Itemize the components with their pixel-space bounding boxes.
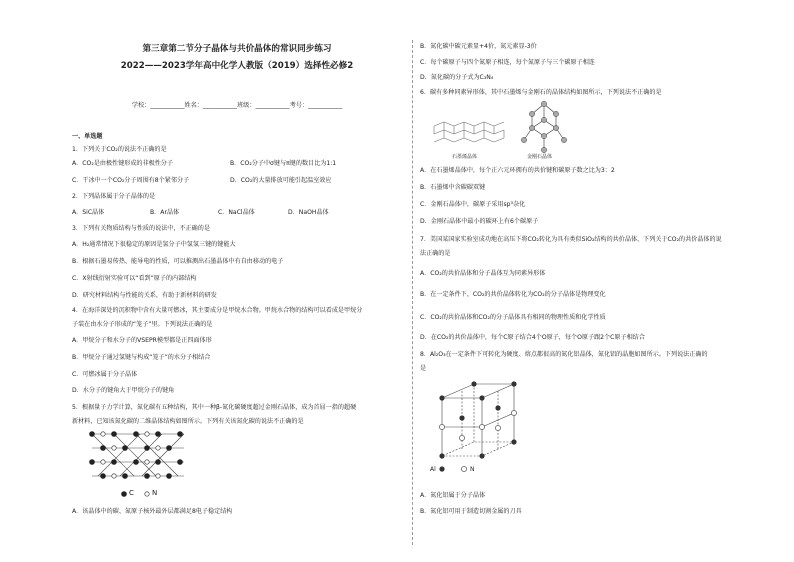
question-8-option-b: B．氮化铝可用于制造切割金属的刀具 (420, 508, 522, 515)
question-3-option-b: B．根据石墨易传热、能导电的性质，可以推测出石墨晶体中有自由移动的电子 (72, 258, 284, 265)
question-4-stem-line-1: 4．在海洋深处的沉积物中含有大量可燃冰，其主要成分是甲烷水合物。甲烷水合物的结构可以看成是甲烷分 (72, 307, 363, 314)
student-info-line: 学校：___________姓名：___________班级：___________考号：___________ (131, 102, 343, 109)
question-8-stem-line-2: 是 (420, 365, 427, 372)
question-5-stem-line-1: 5．根据量子力学计算，氮化碳有五种结构，其中一种β-氮化碳硬度超过金刚石晶体，成为首屈一指的超硬 (72, 404, 357, 411)
question-6-option-c: C．金刚石晶体中，碳原子采用sp³杂化 (420, 201, 526, 208)
page-title: 第三章第二节分子晶体与共价晶体的常识同步练习 (142, 44, 332, 54)
question-7-option-b: B．在一定条件下，CO₂的共价晶体转化为CO₂的分子晶体是物理变化 (420, 291, 606, 298)
question-4-option-d: D．水分子的键角大于甲烷分子的键角 (72, 387, 175, 394)
question-6-option-d: D．金刚石晶体中最小的碳环上有6个碳原子 (420, 218, 539, 225)
page-subtitle: 2022——2023学年高中化学人教版（2019）选择性必修2 (120, 61, 354, 71)
question-2-option-b: B．Ar晶体 (150, 209, 180, 216)
question-5-stem-line-2: 新材料，已知该氮化碳的二维晶体结构如图所示。下列有关该氮化碳的说法不正确的是 (72, 418, 304, 425)
carbon-nitride-lattice-figure (84, 428, 194, 503)
question-2-stem: 2．下列晶体属于分子晶体的是 (72, 193, 156, 200)
question-5-option-d: D．氮化碳的分子式为C₃N₄ (420, 74, 494, 81)
question-4-option-a: A．甲烷分子和水分子的VSEPR模型都是正四面体形 (72, 337, 212, 344)
question-7-stem-line-2: 法正确的是 (420, 250, 451, 257)
question-5-option-a: A．该晶体中的碳、氮原子核外最外层都满足8电子稳定结构 (72, 508, 233, 515)
question-1-option-c: C．干冰中一个CO₂分子周围有8个紧邻分子 (72, 177, 190, 184)
section-title: 一、单选题 (72, 133, 103, 140)
column-divider (412, 40, 413, 545)
question-8-option-a: A．氮化铝属于分子晶体 (420, 492, 486, 499)
question-6-stem: 6．碳有多种同素异形体，其中石墨烯与金刚石的晶体结构如图所示，下列说法不正确的是 (420, 89, 662, 96)
question-7-stem-line-1: 7．美国某国家实验室成功地在高压下将CO₂转化为具有类似SiO₂结构的共价晶体，下列关于CO₂的共价晶体的说 (420, 236, 722, 243)
graphene-figure (430, 118, 510, 150)
question-4-option-c: C．可燃冰属于分子晶体 (72, 371, 138, 378)
question-2-option-a: A．SiC晶体 (72, 209, 105, 216)
graphene-caption: 石墨烯晶体 (452, 154, 478, 160)
question-3-option-a: A．H₂通常情况下很稳定的原因是氢分子中氢氢三键的键能大 (72, 241, 236, 248)
legend-carbon-label: C (129, 489, 134, 497)
question-6-option-a: A．在石墨烯晶体中，每个正六元环拥有的共价键和碳原子数之比为3：2 (420, 167, 615, 174)
question-1-option-b: B．CO₂分子中σ键与π键的数目比为1:1 (230, 160, 337, 167)
question-2-option-d: D．NaOH晶体 (288, 209, 329, 216)
legend-aluminum-label: Al (430, 466, 436, 473)
question-6-option-b: B．石墨烯中含碳碳双键 (420, 184, 486, 191)
legend-nitrogen-label-q8: N (470, 466, 475, 473)
legend-nitrogen-label: N (152, 489, 158, 497)
question-3-option-c: C．X射线衍射实验可以“看到”原子的内部结构 (72, 275, 197, 282)
diamond-caption: 金刚石晶体 (527, 154, 553, 160)
question-7-option-c: C．CO₂的共价晶体和CO₂的分子晶体具有相同的物理性质和化学性质 (420, 314, 606, 321)
question-5-option-c: C．每个碳原子与四个氮原子相连，每个氮原子与三个碳原子相连 (420, 59, 595, 66)
question-1-option-a: A．CO₂是由极性键形成的非极性分子 (72, 160, 173, 167)
question-2-option-c: C．NaCl晶体 (218, 209, 255, 216)
question-4-stem-line-2: 子装在由水分子形成的“笼子”里。下列说法正确的是 (72, 321, 213, 328)
question-1-option-d: D．CO₂的大量排放可能引起温室效应 (230, 177, 332, 184)
question-3-option-d: D．研究材料结构与性能的关系，有助于新材料的研发 (72, 292, 217, 299)
question-3-stem: 3．下列有关物质结构与性质的说法中，不正确的是 (72, 225, 210, 232)
question-8-stem-line-1: 8．Al₂O₃在一定条件下可转化为硬度、熔点都很高的氮化铝晶体，氮化铝的晶胞如图所示。下列说法正确的 (420, 351, 708, 358)
diamond-figure (520, 100, 568, 154)
question-1-stem: 1．下列关于CO₂的说法不正确的是 (72, 146, 167, 153)
question-7-option-a: A．CO₂的共价晶体和分子晶体互为同素异形体 (420, 270, 546, 277)
question-5-option-b: B．氮化碳中碳元素显+4价，氮元素显-3价 (420, 43, 537, 50)
aluminum-nitride-unit-cell-figure (432, 378, 524, 474)
question-4-option-b: B．甲烷分子通过氢键与构成“笼子”的水分子相结合 (72, 354, 211, 361)
question-7-option-d: D．在CO₂的共价晶体中，每个C原子结合4个O原子，每个O原子跟2个C原子相结合 (420, 334, 645, 341)
